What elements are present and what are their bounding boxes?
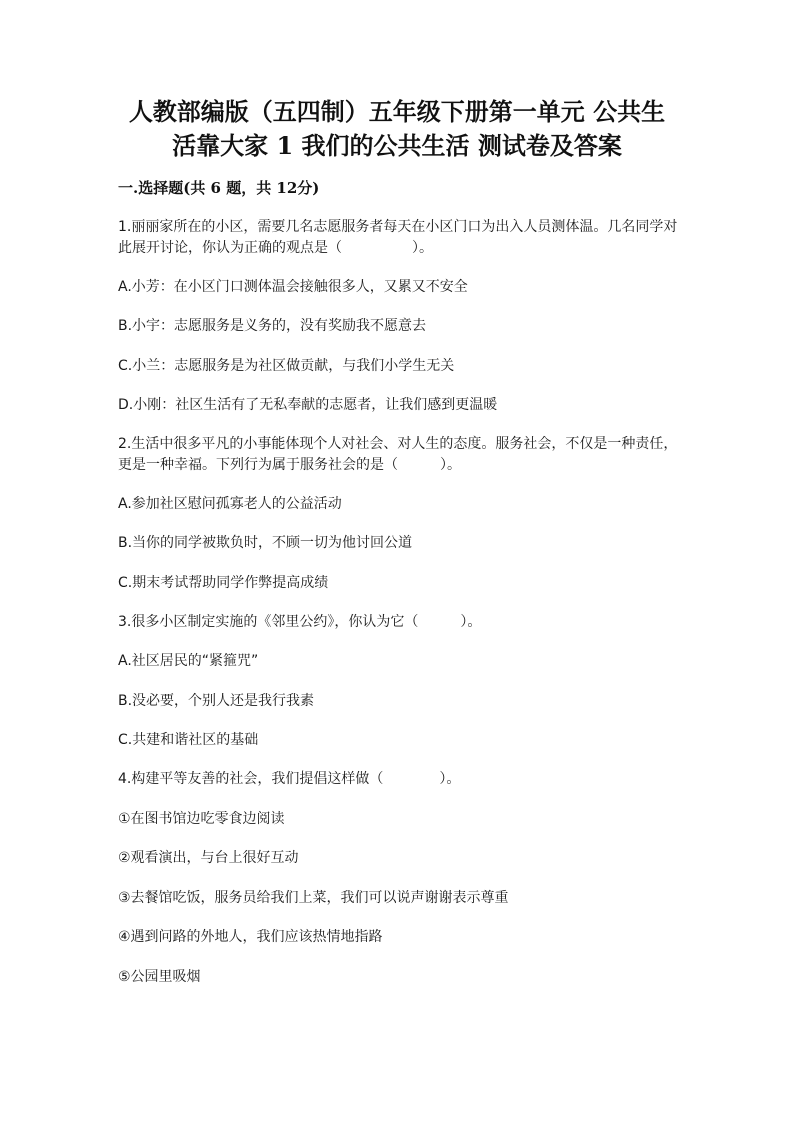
question-2-option-a: A.参加社区慰问孤寡老人的公益活动 <box>118 496 342 512</box>
document-title <box>100 95 694 163</box>
title-line-1: 人教部编版（五四制）五年级下册第一单元 公共生 <box>128 97 666 126</box>
question-1-option-c: C.小兰：志愿服务是为社区做贡献，与我们小学生无关 <box>118 358 455 374</box>
question-1-option-a: A.小芳：在小区门口测体温会接触很多人，又累又不安全 <box>118 279 468 295</box>
question-3-option-c: C.共建和谐社区的基础 <box>118 732 259 748</box>
question-1-stem: 1.丽丽家所在的小区，需要几名志愿服务者每天在小区门口为出入人员测体温。几名同学对此展开讨论，你认为正确的观点是（ ）。 <box>118 219 678 256</box>
question-4-item-1: ①在图书馆边吃零食边阅读 <box>118 811 285 827</box>
question-3-stem: 3.很多小区制定实施的《邻里公约》，你认为它（ ）。 <box>118 614 482 630</box>
title-line-2: 活靠大家 1 我们的公共生活 测试卷及答案 <box>172 131 622 160</box>
question-4-stem: 4.构建平等友善的社会，我们提倡这样做（ ）。 <box>118 771 461 787</box>
question-3-option-b: B.没必要，个别人还是我行我素 <box>118 693 315 709</box>
question-4-item-2: ②观看演出，与台上很好互动 <box>118 850 299 866</box>
question-1-option-d: D.小刚：社区生活有了无私奉献的志愿者，让我们感到更温暖 <box>118 397 498 413</box>
question-3-option-a: A.社区居民的“紧箍咒” <box>118 653 259 669</box>
question-2-option-c: C.期末考试帮助同学作弊提高成绩 <box>118 575 329 591</box>
question-2-stem: 2.生活中很多平凡的小事能体现个人对社会、对人生的态度。服务社会，不仅是一种责任，更是一种幸福。下列行为属于服务社会的是（ ）。 <box>118 436 678 473</box>
question-2-option-b: B.当你的同学被欺负时，不顾一切为他讨回公道 <box>118 535 413 551</box>
section-heading: 一.选择题(共 6 题，共 12分) <box>118 179 320 197</box>
question-4-item-4: ④遇到问路的外地人，我们应该热情地指路 <box>118 929 383 945</box>
question-1-option-b: B.小宇：志愿服务是义务的，没有奖励我不愿意去 <box>118 318 427 334</box>
question-4-item-5: ⑤公园里吸烟 <box>118 969 201 985</box>
question-4-item-3: ③去餐馆吃饭，服务员给我们上菜，我们可以说声谢谢表示尊重 <box>118 890 509 906</box>
